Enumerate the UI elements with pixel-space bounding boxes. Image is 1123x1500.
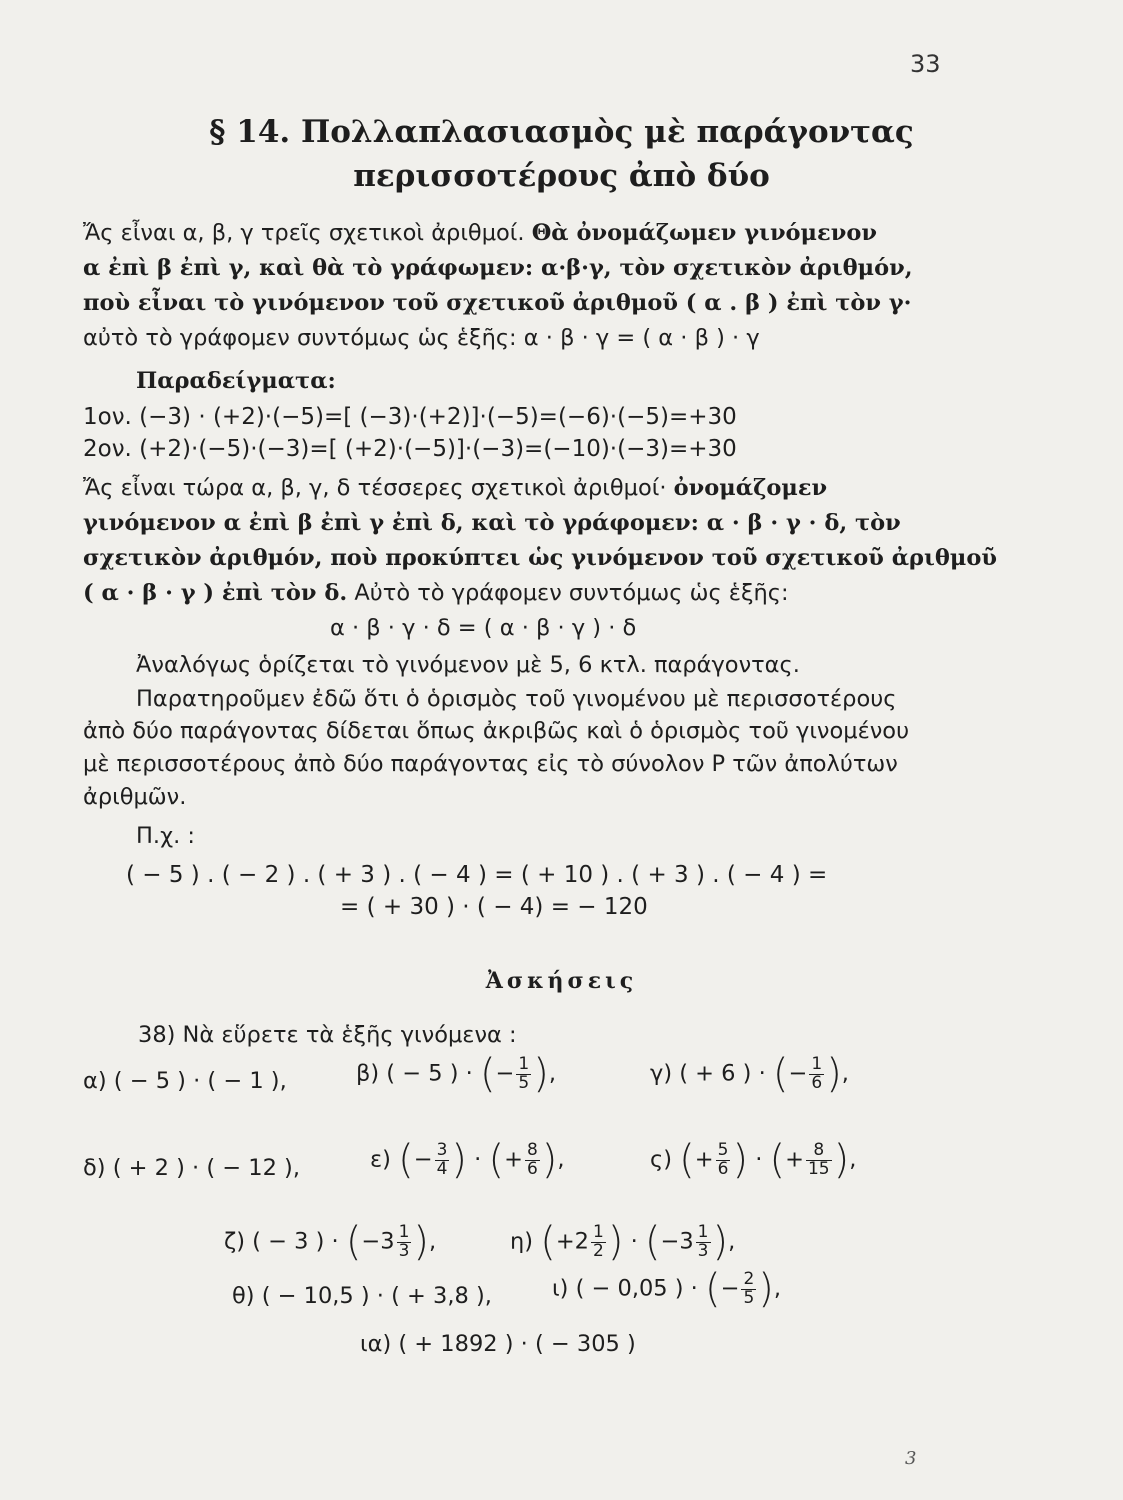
exercise-a: α) ( − 5 ) · ( − 1 ), bbox=[83, 1068, 287, 1094]
fraction: $\frac{2}{5}$ bbox=[743, 1268, 755, 1308]
paragraph4-line1: Παρατηροῦμεν ἐδῶ ὅτι ὁ ὁρισμὸς τοῦ γινομένου μὲ περισσοτέρους bbox=[136, 686, 897, 712]
exercise-b: β) ( − 5 ) · (− $\frac{1}{5}$ ), bbox=[356, 1051, 556, 1097]
fraction: $\frac{1}{3}$ bbox=[398, 1221, 410, 1261]
paragraph2-line3: σχετικὸν ἀριθμόν, ποὺ προκύπτει ὡς γινόμενον τοῦ σχετικοῦ ἀριθμοῦ bbox=[83, 545, 997, 571]
paragraph2-line2: γινόμενον α ἐπὶ β ἐπὶ γ ἐπὶ δ, καὶ τὸ γράφομεν: α · β · γ · δ, τὸν bbox=[83, 510, 901, 536]
paragraph2-line4: ( α · β · γ ) ἐπὶ τὸν δ. Αὐτὸ τὸ γράφομεν συντόμως ὡς ἑξῆς: bbox=[83, 580, 789, 606]
example-2: 2ον. (+2)·(−5)·(−3)=[ (+2)·(−5)]·(−3)=(−10)·(−3)=+30 bbox=[83, 436, 737, 462]
exercise-z: ζ) ( − 3 ) · (−3 $\frac{1}{3}$ ), bbox=[224, 1219, 437, 1265]
examples-label: Παραδείγματα: bbox=[136, 368, 336, 394]
exercise-d: δ) ( + 2 ) · ( − 12 ), bbox=[83, 1155, 300, 1181]
paragraph4-line4: ἀριθμῶν. bbox=[83, 784, 187, 810]
exercise-e: ε) (− $\frac{3}{4}$ ) · (+ $\frac{8}{6}$ ), bbox=[370, 1137, 565, 1183]
fraction: $\frac{1}{6}$ bbox=[811, 1053, 823, 1093]
page-number: 33 bbox=[910, 50, 941, 78]
paragraph1-line4: αὐτὸ τὸ γράφομεν συντόμως ὡς ἑξῆς: α · β · γ = ( α · β ) · γ bbox=[83, 325, 760, 351]
fraction: $\frac{5}{6}$ bbox=[717, 1139, 729, 1179]
paragraph2-line1: Ἄς εἶναι τώρα α, β, γ, δ τέσσερες σχετικοὶ ἀριθμοί· ὀνομάζομεν bbox=[83, 475, 828, 501]
fraction: $\frac{1}{2}$ bbox=[592, 1221, 604, 1261]
example-label: Π.χ. : bbox=[136, 823, 195, 849]
exercise-th: θ) ( − 10,5 ) · ( + 3,8 ), bbox=[232, 1283, 492, 1309]
exercise-ia: ια) ( + 1892 ) · ( − 305 ) bbox=[360, 1331, 636, 1357]
section-title-line2: περισσοτέρους ἀπὸ δύο bbox=[353, 158, 770, 194]
fraction: $\frac{8}{6}$ bbox=[526, 1139, 538, 1179]
exercise-c: γ) ( + 6 ) · (− $\frac{1}{6}$ ), bbox=[650, 1051, 849, 1097]
paragraph1-line1: Ἄς εἶναι α, β, γ τρεῖς σχετικοὶ ἀριθμοί. Θὰ ὀνομάζωμεν γινόμενον bbox=[83, 220, 877, 246]
fraction: $\frac{3}{4}$ bbox=[436, 1139, 448, 1179]
exercise-s: ς) (+ $\frac{5}{6}$ ) · (+ $\frac{8}{15}$ ), bbox=[650, 1137, 857, 1183]
paragraph1-line3: ποὺ εἶναι τὸ γινόμενον τοῦ σχετικοῦ ἀριθμοῦ ( α . β ) ἐπὶ τὸν γ· bbox=[83, 290, 912, 316]
example-1: 1ον. (−3) · (+2)·(−5)=[ (−3)·(+2)]·(−5)=(−6)·(−5)=+30 bbox=[83, 404, 737, 430]
signature-mark: 3 bbox=[905, 1448, 917, 1469]
example-line1: ( − 5 ) . ( − 2 ) . ( + 3 ) . ( − 4 ) = ( + 10 ) . ( + 3 ) . ( − 4 ) = bbox=[126, 862, 828, 888]
fraction: $\frac{8}{15}$ bbox=[807, 1139, 830, 1179]
example-line2: = ( + 30 ) · ( − 4) = − 120 bbox=[340, 894, 648, 920]
formula: α · β · γ · δ = ( α · β · γ ) · δ bbox=[330, 615, 637, 641]
paragraph3: Ἀναλόγως ὁρίζεται τὸ γινόμενον μὲ 5, 6 κτλ. παράγοντας. bbox=[136, 652, 800, 678]
exercise-h: η) (+2 $\frac{1}{2}$ ) · (−3 $\frac{1}{3}$ ), bbox=[510, 1219, 736, 1265]
section-title-line1: § 14. Πολλαπλασιασμὸς μὲ παράγοντας bbox=[209, 114, 914, 150]
fraction: $\frac{1}{5}$ bbox=[518, 1053, 530, 1093]
paragraph4-line2: ἀπὸ δύο παράγοντας δίδεται ὅπως ἀκριβῶς καὶ ὁ ὁρισμὸς τοῦ γινομένου bbox=[83, 718, 910, 744]
exercises-heading: Ἀσκήσεις bbox=[485, 968, 638, 994]
paragraph1-line2: α ἐπὶ β ἐπὶ γ, καὶ θὰ τὸ γράφωμεν: α·β·γ, τὸν σχετικὸν ἀριθμόν, bbox=[83, 255, 913, 281]
exercise-38-intro: 38) Νὰ εὕρετε τὰ ἑξῆς γινόμενα : bbox=[138, 1022, 517, 1048]
exercise-i: ι) ( − 0,05 ) · (− $\frac{2}{5}$ ), bbox=[552, 1266, 782, 1312]
fraction: $\frac{1}{3}$ bbox=[697, 1221, 709, 1261]
paragraph4-line3: μὲ περισσοτέρους ἀπὸ δύο παράγοντας εἰς τὸ σύνολον P τῶν ἀπολύτων bbox=[83, 751, 898, 777]
